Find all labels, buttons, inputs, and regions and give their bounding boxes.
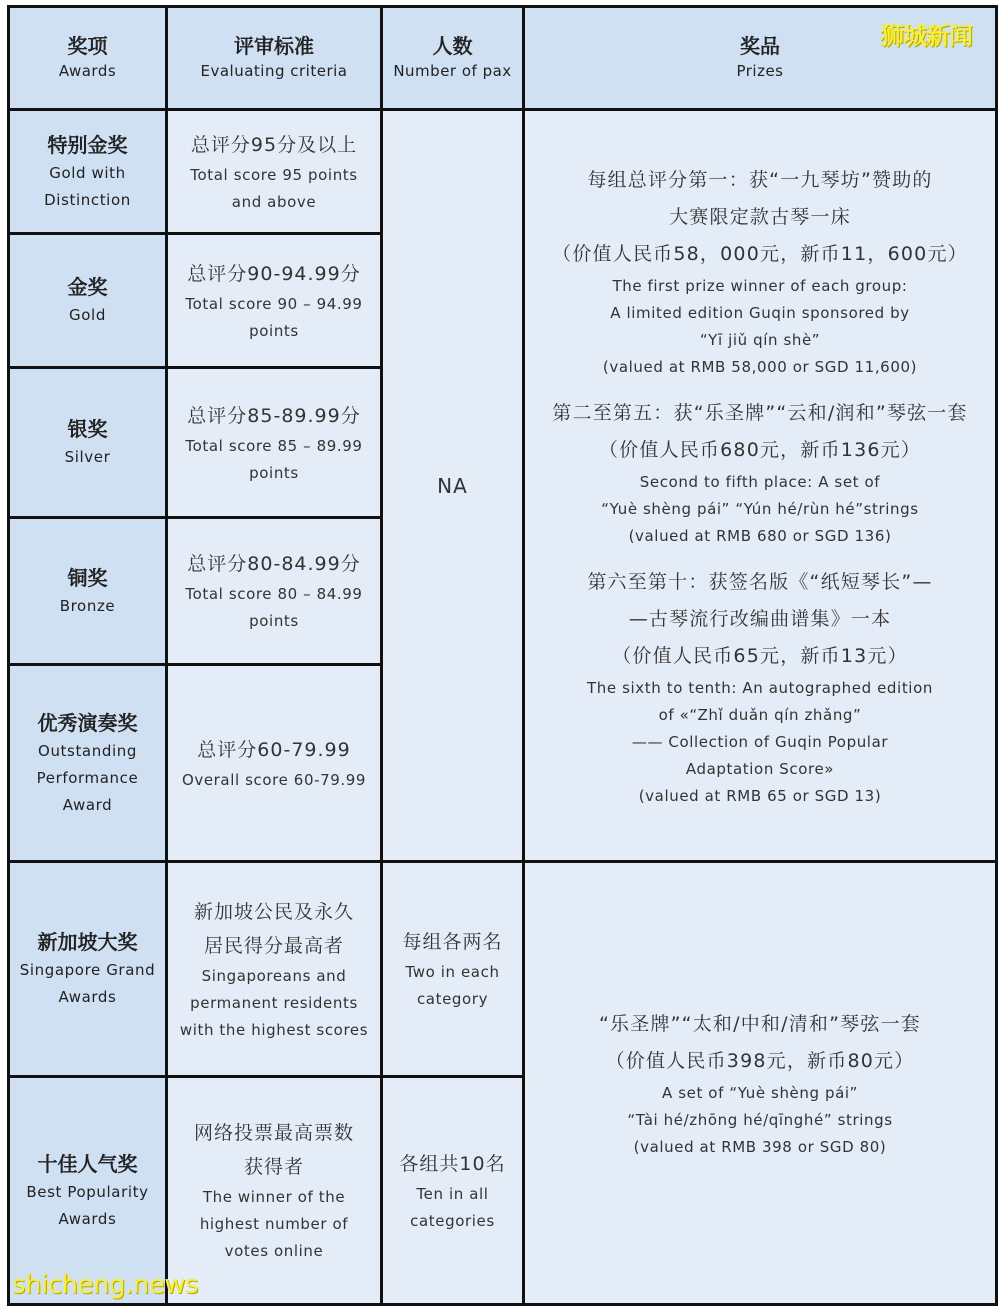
watermark-bottom: shicheng.news [12,1270,199,1300]
table-row [9,110,997,234]
criteria-cell: 总评分85-89.99分 Total score 85 – 89.99 points [167,368,382,518]
criteria-cell: 总评分95分及以上 Total score 95 points and above [167,110,382,234]
pax-cell: 各组共10名 Ten in all categories [382,1077,524,1305]
award-cell: 十佳人气奖 Best Popularity Awards [9,1077,167,1305]
pax-cell-merged: NA [382,110,524,862]
header-awards: 奖项 Awards [9,7,167,110]
criteria-cell: 网络投票最高票数 获得者 The winner of the highest number of votes online [167,1077,382,1305]
award-cell: 新加坡大奖 Singapore Grand Awards [9,862,167,1077]
prizes-cell-main: 每组总评分第一：获“一九琴坊”赞助的 大赛限定款古琴一床 （价值人民币58，000元，新币11，600元） The first prize winner of each group: A limited edition Guqin sponsored by “Yī jiǔ qín shè” (valued at RMB 58,000 or SGD 11,600) 第二至第五：获“乐圣牌”“云和/润和”琴弦一套 （价值人民币680元，新币136元） Second to fifth place: A set of “Yuè shèng pái” “Yún hé/rùn hé”strings (valued at RMB 680 or SGD 136) 第六至第十：获签名版《“纸短琴长”— —古琴流行改编曲谱集》一本 （价值人民币65元，新币13元） The sixth to tenth: An autographed edition of «“Zhǐ duǎn qín zhǎng” —— Collection of Guqin Popular Adaptation Score» (valued at RMB 65 or SGD 13) [524,110,997,862]
criteria-cell: 总评分60-79.99 Overall score 60-79.99 [167,665,382,862]
criteria-cell: 新加坡公民及永久 居民得分最高者 Singaporeans and permanent residents with the highest scores [167,862,382,1077]
pax-cell: 每组各两名 Two in each category [382,862,524,1077]
header-row [9,7,997,110]
prizes-cell-special: “乐圣牌”“太和/中和/清和”琴弦一套 （价值人民币398元，新币80元） A set of “Yuè shèng pái” “Tài hé/zhōng hé/qīnghé” strings (valued at RMB 398 or SGD 80) [524,862,997,1305]
award-cell: 优秀演奏奖 Outstanding Performance Award [9,665,167,862]
criteria-cell: 总评分80-84.99分 Total score 80 – 84.99 points [167,518,382,665]
awards-table [7,5,998,1306]
watermark-top: 狮城新闻 [880,22,972,50]
award-cell: 铜奖 Bronze [9,518,167,665]
header-pax: 人数 Number of pax [382,7,524,110]
award-cell: 金奖 Gold [9,234,167,368]
criteria-cell: 总评分90-94.99分 Total score 90 – 94.99 points [167,234,382,368]
header-criteria: 评审标准 Evaluating criteria [167,7,382,110]
header-prizes: 奖品 Prizes [524,7,997,110]
award-cell: 特别金奖 Gold with Distinction [9,110,167,234]
table-row [9,862,997,1077]
award-cell: 银奖 Silver [9,368,167,518]
